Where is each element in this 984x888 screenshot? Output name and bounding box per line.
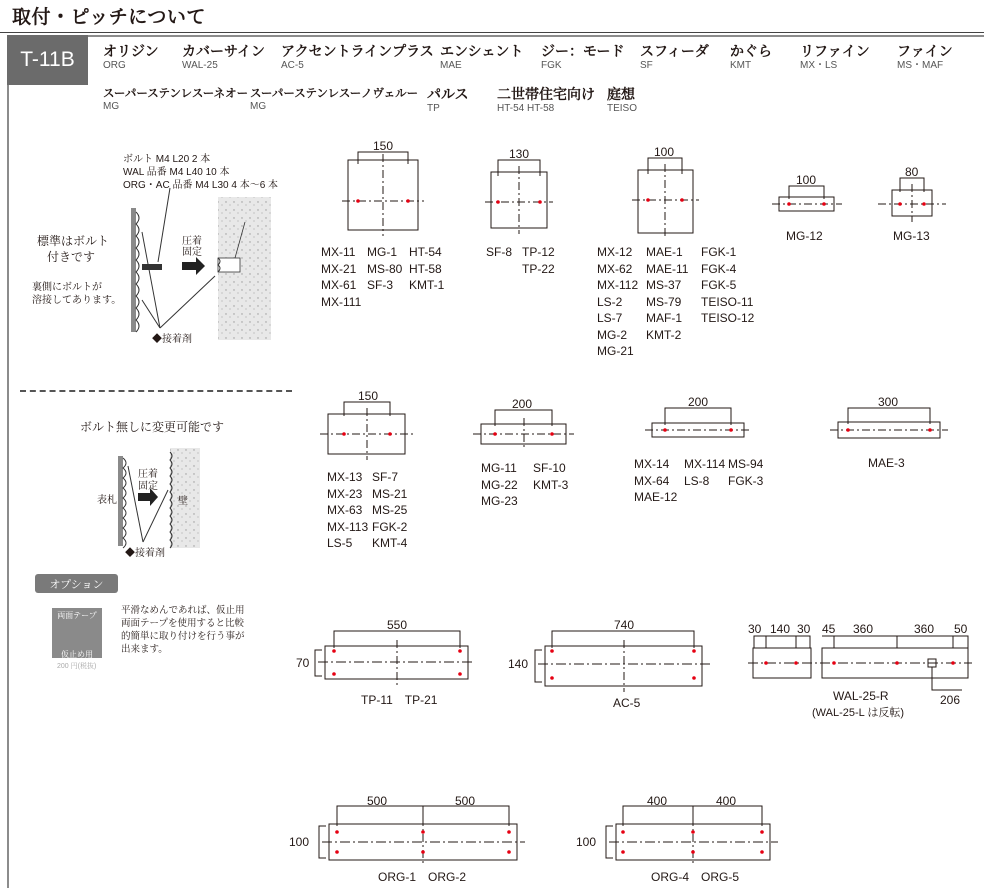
model-list: MX-114 LS-8: [684, 457, 726, 488]
dim-label: 300: [878, 395, 899, 409]
dim-label: 150: [373, 139, 394, 153]
bolt-spec: ボルト M4 L20 2 本: [123, 154, 211, 165]
option-note: 平滑なめんであれば、仮止用 両面テープを使用すると比較 的簡単に取り付けを行う事が 出来ます。: [121, 605, 245, 655]
dim-label: 200: [512, 397, 533, 411]
dim-label: 100: [576, 835, 597, 849]
dim-label: 100: [654, 145, 675, 159]
series-item: 庭想 TEISO: [607, 87, 638, 114]
series-item: エンシェント MAE: [440, 44, 524, 71]
model-list: SF-7 MS-21 MS-25 FGK-2 KMT-4: [372, 470, 408, 550]
model-label: WAL-25-R: [833, 689, 889, 703]
model-label: (WAL-25-L は反転): [812, 707, 905, 719]
face-label: 表札: [97, 495, 117, 506]
weld-note: 裏側にボルトが: [32, 282, 102, 293]
dim-label: 400: [647, 794, 668, 808]
adhesive-label: ◆接着剤: [152, 334, 192, 345]
model-label: TP-11 TP-21: [361, 693, 438, 707]
model-label: MG-12: [786, 229, 823, 243]
press-fix-label: 固定: [182, 247, 202, 258]
press-fix-label: 固定: [138, 481, 158, 492]
no-bolt-title: ボルト無しに変更可能です: [80, 420, 225, 434]
dim-label: 80: [905, 165, 919, 179]
weld-note: 溶接してあります。: [32, 295, 122, 306]
model-label: ORG-4 ORG-5: [651, 870, 740, 884]
model-label: MAE-3: [868, 456, 905, 470]
model-list: HT-54 HT-58 KMT-1: [409, 245, 445, 292]
series-item: スーパーステンレスーノヴェルー MG: [250, 86, 419, 112]
standard-note: 付きです: [47, 250, 96, 264]
model-list: MX-13 MX-23 MX-63 MX-113 LS-5: [327, 470, 369, 550]
dim-label: 30: [797, 622, 811, 636]
model-list: FGK-1 FGK-4 FGK-5 TEISO-11 TEISO-12: [701, 245, 755, 325]
bolt-spec: WAL 品番 M4 L40 10 本: [123, 167, 230, 178]
series-item: スフィーダ SF: [640, 44, 709, 71]
dim-label: 360: [853, 622, 874, 636]
model-list: MX-12 MX-62 MX-112 LS-2 LS-7 MG-2 MG-21: [597, 245, 639, 358]
series-item: アクセントラインプラス AC-5: [281, 44, 434, 71]
series-item: リファイン MX・LS: [800, 44, 870, 71]
series-item: かぐら KMT: [730, 44, 772, 71]
model-list: TP-12 TP-22: [522, 245, 555, 276]
model-label: AC-5: [613, 696, 641, 710]
dim-label: 740: [614, 618, 635, 632]
adhesive-label: ◆接着剤: [125, 548, 165, 559]
series-item: パルス TP: [427, 87, 469, 114]
option-badge: オプション: [35, 574, 118, 593]
dim-label: 360: [914, 622, 935, 636]
tape-label: 両面テープ: [57, 611, 97, 620]
wall-label: 壁: [178, 496, 188, 507]
dim-label: 200: [688, 395, 709, 409]
dim-label: 50: [954, 622, 968, 636]
dim-label: 550: [387, 618, 408, 632]
page-title: 取付・ピッチについて: [12, 6, 206, 28]
series-item: ファイン MS・MAF: [897, 44, 953, 71]
option-price: 200 円(税抜): [57, 663, 97, 670]
series-item: スーパーステンレスーネオー MG: [103, 86, 249, 112]
series-item: オリジン ORG: [103, 44, 159, 71]
series-item: 二世帯住宅向け HT-54 HT-58: [497, 87, 595, 114]
dim-label: 130: [509, 147, 530, 161]
model-list: MG-1 MS-80 SF-3: [367, 245, 403, 292]
model-list: MX-14 MX-64 MAE-12: [634, 457, 678, 504]
dim-label: 500: [455, 794, 476, 808]
series-item: ジー：モード FGK: [541, 44, 625, 71]
dim-label: 140: [508, 657, 529, 671]
dim-label: 100: [289, 835, 310, 849]
dim-label: 100: [796, 173, 817, 187]
bolt-spec: ORG・AC 品番 M4 L30 4 本～6 本: [123, 180, 279, 191]
mount-hole-markers: [332, 198, 955, 854]
press-fix-label: 圧着: [138, 469, 158, 480]
model-list: MAE-1 MAE-11 MS-37 MS-79 MAF-1 KMT-2: [646, 245, 689, 342]
dim-label: 400: [716, 794, 737, 808]
dim-label: 150: [358, 389, 379, 403]
model-list: MG-11 MG-22 MG-23: [481, 461, 518, 508]
dim-label: 140: [770, 622, 791, 636]
model-list: SF-8: [486, 245, 513, 259]
dim-label: 70: [296, 656, 310, 670]
dim-label: 500: [367, 794, 388, 808]
model-list: SF-10 KMT-3: [533, 461, 569, 492]
dim-label: 45: [822, 622, 836, 636]
dim-label: 30: [748, 622, 762, 636]
temp-label: 仮止め用: [61, 650, 93, 659]
model-list: MX-11 MX-21 MX-61 MX-111: [321, 245, 362, 309]
series-item: カバーサイン WAL-25: [182, 44, 266, 71]
section-tag: T-11B: [7, 35, 88, 85]
press-fix-label: 圧着: [182, 236, 202, 247]
model-list: MS-94 FGK-3: [728, 457, 764, 488]
model-label: ORG-1 ORG-2: [378, 870, 467, 884]
model-label: MG-13: [893, 229, 930, 243]
standard-note: 標準はボルト: [37, 234, 110, 248]
dim-label: 206: [940, 693, 961, 707]
